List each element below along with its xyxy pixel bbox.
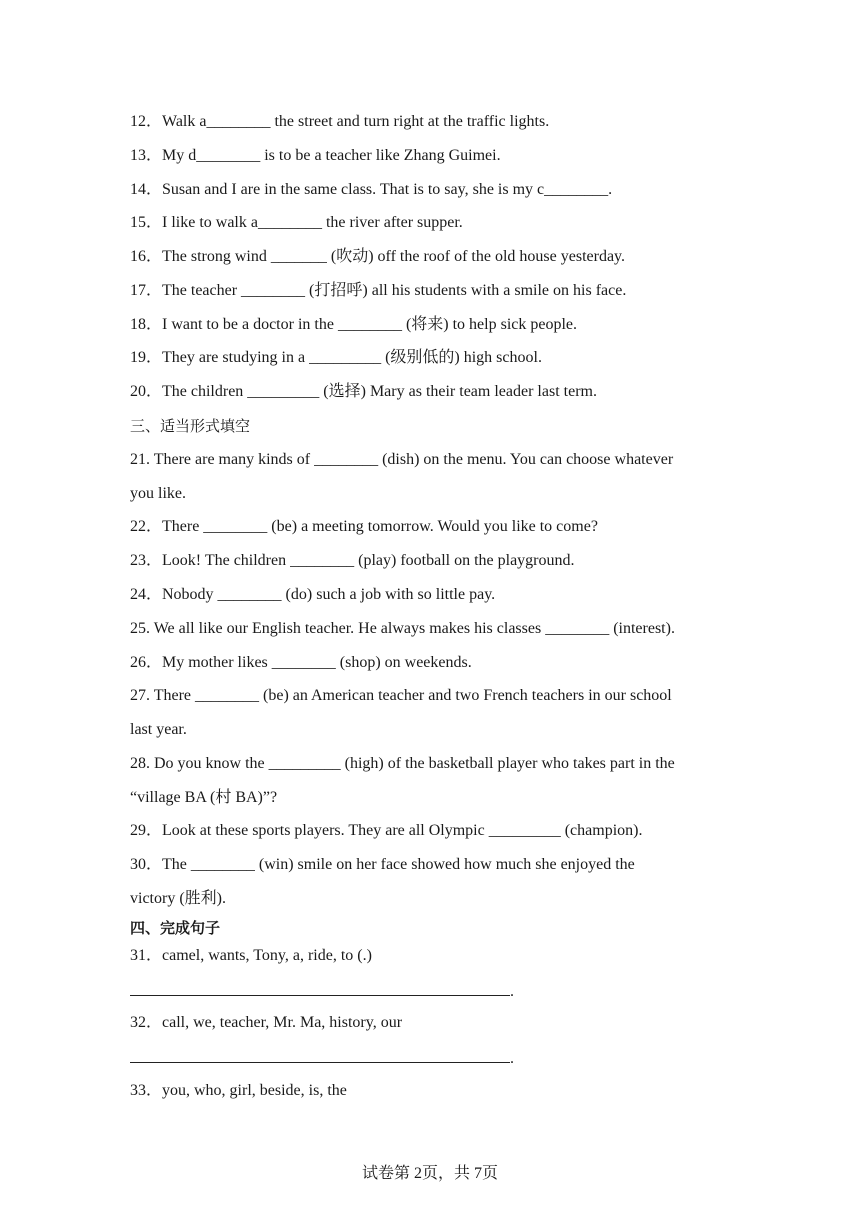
question-18: 18．I want to be a doctor in the ________ (将来) to help sick people. [130,316,578,333]
question-25: 25. We all like our English teacher. He always makes his classes ________ (interest). [130,620,675,637]
question-31: 31．camel, wants, Tony, a, ride, to (.) [130,947,372,964]
question-30-line-2: victory (胜利). [130,890,226,907]
question-17: 17．The teacher ________ (打招呼) all his students with a smile on his face. [130,282,627,299]
question-14: 14．Susan and I are in the same class. That is to say, she is my c________. [130,181,613,198]
section-4-title: 四、完成句子 [130,919,221,937]
question-27-line-2: last year. [130,721,187,738]
question-19: 19．They are studying in a _________ (级别低的) high school. [130,349,542,366]
question-29: 29．Look at these sports players. They are all Olympic _________ (champion). [130,822,643,839]
question-22: 22．There ________ (be) a meeting tomorrow. Would you like to come? [130,518,598,535]
question-16: 16．The strong wind _______ (吹动) off the roof of the old house yesterday. [130,248,626,265]
question-26: 26．My mother likes ________ (shop) on weekends. [130,654,472,671]
question-32: 32．call, we, teacher, Mr. Ma, history, our [130,1014,403,1031]
answer-period-32: . [510,1050,514,1067]
question-23: 23．Look! The children ________ (play) football on the playground. [130,552,575,569]
answer-period-31: . [510,983,514,1000]
question-21-line-2: you like. [130,485,186,502]
question-13: 13．My d________ is to be a teacher like Zhang Guimei. [130,147,501,164]
question-33: 33．you, who, girl, beside, is, the [130,1082,347,1099]
page-footer: 试卷第 2页，共 7页 [361,1165,498,1182]
question-24: 24．Nobody ________ (do) such a job with so little pay. [130,586,496,603]
question-20: 20．The children _________ (选择) Mary as their team leader last term. [130,383,597,400]
answer-line-31[interactable] [130,995,510,996]
question-15: 15．I like to walk a________ the river after supper. [130,214,463,231]
question-27-line-1: 27. There ________ (be) an American teacher and two French teachers in our school [130,687,672,704]
question-30-line-1: 30．The ________ (win) smile on her face showed how much she enjoyed the [130,856,635,873]
section-3-title: 三、适当形式填空 [130,417,251,435]
question-28-line-1: 28. Do you know the _________ (high) of the basketball player who takes part in the [130,755,675,772]
question-12: 12．Walk a________ the street and turn right at the traffic lights. [130,113,550,130]
question-21-line-1: 21. There are many kinds of ________ (dish) on the menu. You can choose whatever [130,451,674,468]
question-28-line-2: “village BA (村 BA)”? [130,789,278,806]
answer-line-32[interactable] [130,1062,510,1063]
